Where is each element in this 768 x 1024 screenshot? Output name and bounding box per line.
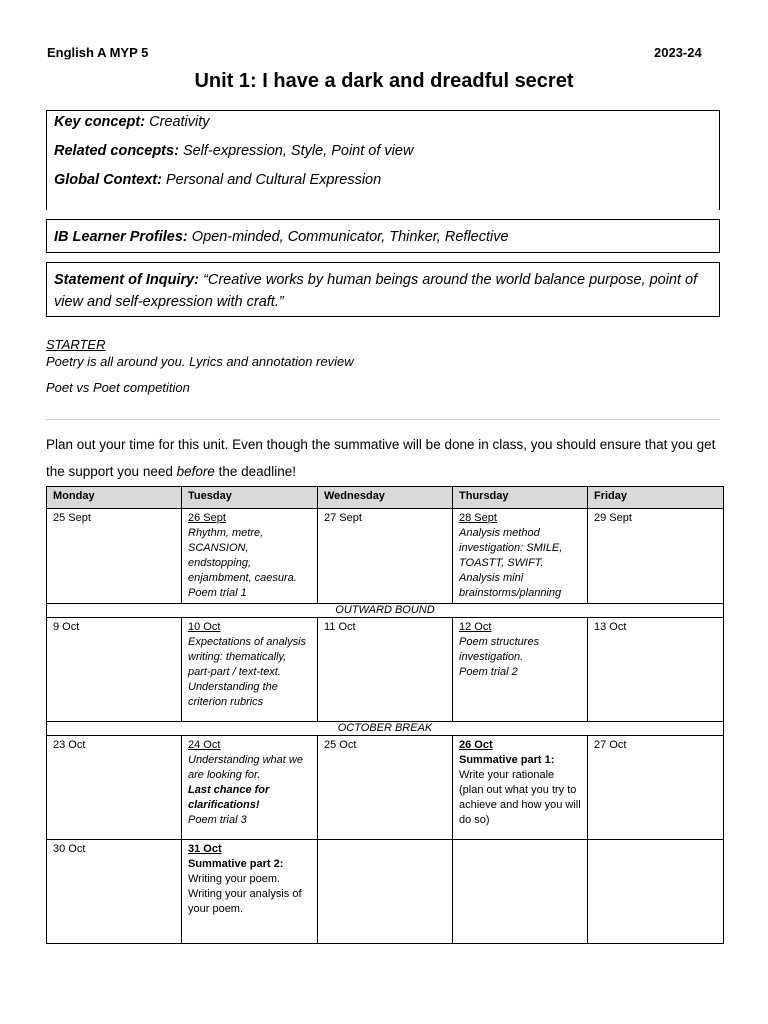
cell-wed-w3 <box>318 736 453 840</box>
date-label: 28 Sept <box>459 512 497 524</box>
lesson-text: Write your rationale (plan out what you try to achieve and how you will do so) <box>459 769 581 826</box>
header-tuesday: Tuesday <box>182 487 318 509</box>
date-label: 26 Sept <box>188 512 226 524</box>
lesson-text: Analysis mini brainstorms/planning <box>459 572 562 599</box>
date-label: 10 Oct <box>188 621 221 633</box>
key-concept-value: Creativity <box>149 114 210 130</box>
related-concepts-value: Self-expression, Style, Point of view <box>182 143 414 159</box>
global-context <box>54 170 719 199</box>
cell-thu-w3 <box>453 736 588 840</box>
related-concepts <box>54 141 719 170</box>
cell-tue-w2 <box>182 618 318 722</box>
plan-text-b: the deadline! <box>214 464 296 479</box>
lesson-text: Rhythm, metre, SCANSION, endstopping, enjambment, caesura. <box>188 527 297 584</box>
cell-mon-w4 <box>47 840 182 944</box>
cell-fri-w3 <box>588 736 724 840</box>
lesson-text: Writing your analysis of your poem. <box>188 888 302 915</box>
learner-profiles-label: IB Learner Profiles: <box>54 229 188 245</box>
date-label: 24 Oct <box>188 739 221 751</box>
lesson-text: Expectations of analysis writing: thematically, part-part / text-text. <box>188 636 307 678</box>
date-label: 26 Oct <box>459 739 493 751</box>
week-row-4 <box>47 840 724 944</box>
cell-fri-w1 <box>588 509 724 604</box>
cell-fri-w4 <box>588 840 724 944</box>
inquiry-value: “Creative works by human beings around the world balance purpose, point of view and self-expression with craft.” <box>54 272 698 310</box>
break-row-outward-bound <box>47 604 724 618</box>
date-label: 29 Sept <box>594 512 632 524</box>
learner-profiles-value: Open-minded, Communicator, Thinker, Reflective <box>191 229 509 245</box>
cell-tue-w1 <box>182 509 318 604</box>
header-friday: Friday <box>588 487 724 509</box>
global-context-value: Personal and Cultural Expression <box>165 172 382 188</box>
global-context-label: Global Context: <box>54 172 162 188</box>
cell-thu-w2 <box>453 618 588 722</box>
cell-fri-w2 <box>588 618 724 722</box>
plan-text-a: Plan out your time for this unit. Even though the summative will be done in class, you should ensure that you get the support you need <box>46 437 716 479</box>
cell-mon-w3 <box>47 736 182 840</box>
starter-line-1: Poetry is all around you. Lyrics and annotation review <box>46 354 354 369</box>
cell-tue-w3 <box>182 736 318 840</box>
cell-mon-w1 <box>47 509 182 604</box>
cell-thu-w4 <box>453 840 588 944</box>
key-concept <box>54 112 719 141</box>
date-label: 25 Oct <box>324 739 357 751</box>
lesson-text: Analysis method investigation: SMILE, TOASTT, SWIFT. <box>459 527 563 569</box>
break-label: OUTWARD BOUND <box>47 604 724 618</box>
calendar-header-row <box>47 487 724 509</box>
plan-instructions <box>46 431 726 485</box>
break-label: OCTOBER BREAK <box>47 722 724 736</box>
lesson-text: Writing your poem. <box>188 873 281 885</box>
date-label: 27 Sept <box>324 512 362 524</box>
date-label: 12 Oct <box>459 621 492 633</box>
school-year: 2023-24 <box>654 45 702 60</box>
header-thursday: Thursday <box>453 487 588 509</box>
key-concept-label: Key concept: <box>54 114 146 130</box>
header-monday: Monday <box>47 487 182 509</box>
cell-wed-w4 <box>318 840 453 944</box>
lesson-emphasis: Last chance for clarifications! <box>188 784 270 811</box>
unit-title: Unit 1: I have a dark and dreadful secret <box>194 70 574 92</box>
related-concepts-label: Related concepts: <box>54 143 179 159</box>
poem-trial: Poem trial 3 <box>188 814 247 826</box>
date-label: 13 Oct <box>594 621 627 633</box>
course-name: English A MYP 5 <box>47 45 149 60</box>
header-wednesday: Wednesday <box>318 487 453 509</box>
starter-line-2: Poet vs Poet competition <box>46 380 190 395</box>
date-label: 31 Oct <box>188 843 222 855</box>
lesson-text: Understanding what we are looking for. <box>188 754 303 781</box>
poem-trial: Poem trial 2 <box>459 666 518 678</box>
date-label: 25 Sept <box>53 512 91 524</box>
summative-title: Summative part 2: <box>188 858 284 870</box>
inquiry-label: Statement of Inquiry: <box>54 272 200 288</box>
cell-wed-w2 <box>318 618 453 722</box>
lesson-text: Poem structures investigation. <box>459 636 540 663</box>
cell-thu-w1 <box>453 509 588 604</box>
unit-calendar <box>46 486 724 944</box>
statement-of-inquiry-box <box>46 262 720 317</box>
date-label: 9 Oct <box>53 621 80 633</box>
date-label: 30 Oct <box>53 843 86 855</box>
starter-heading: STARTER <box>46 337 106 352</box>
week-row-2 <box>47 618 724 722</box>
week-row-3 <box>47 736 724 840</box>
break-row-october <box>47 722 724 736</box>
date-label: 23 Oct <box>53 739 86 751</box>
cell-tue-w4 <box>182 840 318 944</box>
cell-wed-w1 <box>318 509 453 604</box>
week-row-1 <box>47 509 724 604</box>
starter-section <box>46 336 354 370</box>
divider <box>46 419 720 420</box>
poem-trial: Poem trial 1 <box>188 587 247 599</box>
learner-profiles-box <box>46 219 720 253</box>
concepts-box <box>46 110 720 210</box>
summative-title: Summative part 1: <box>459 754 555 766</box>
date-label: 11 Oct <box>324 621 356 633</box>
cell-mon-w2 <box>47 618 182 722</box>
plan-emphasis: before <box>176 464 215 479</box>
date-label: 27 Oct <box>594 739 627 751</box>
lesson-text: Understanding the criterion rubrics <box>188 681 278 708</box>
